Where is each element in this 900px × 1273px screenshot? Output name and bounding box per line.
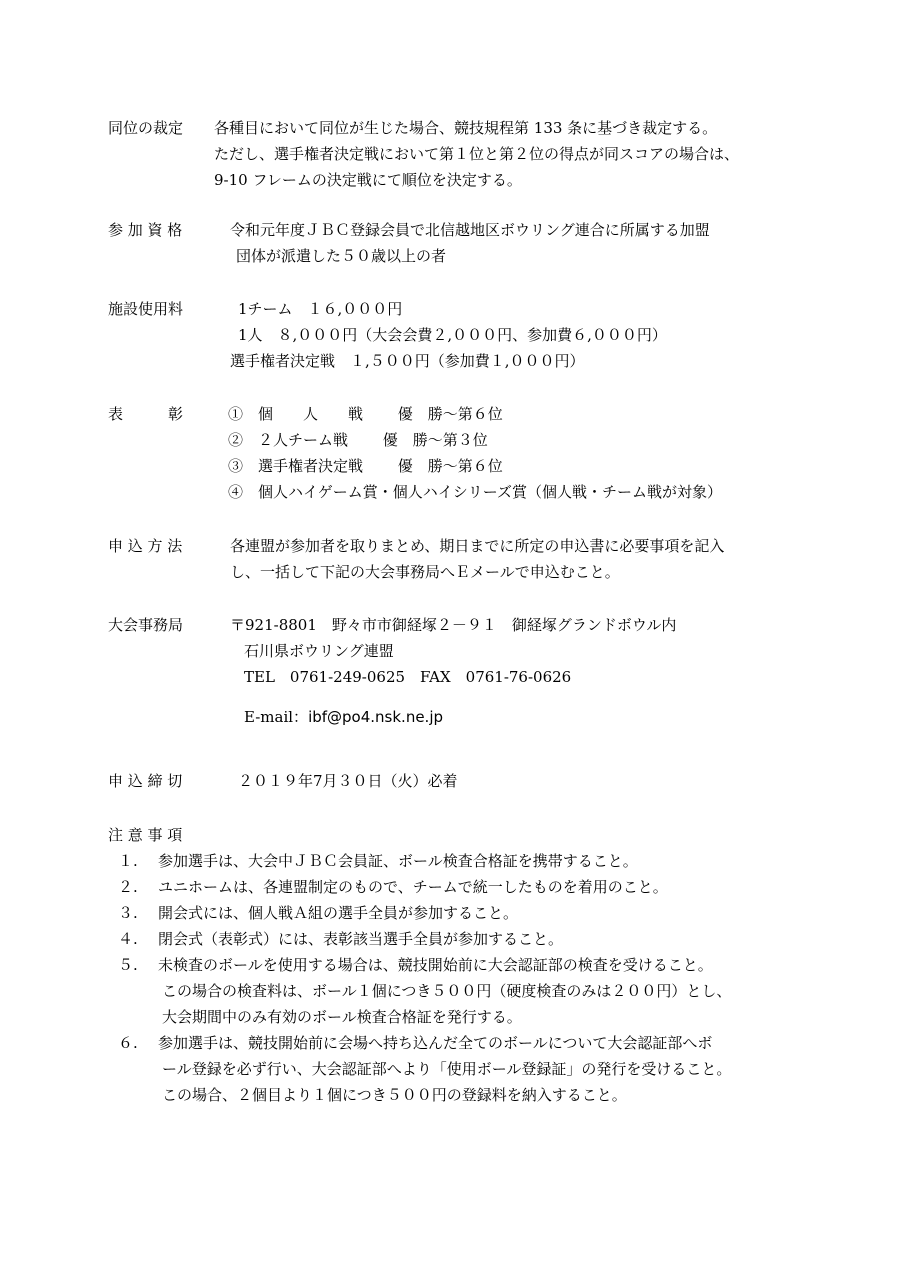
note-number: ４. (118, 930, 138, 948)
note-number: ５. (118, 956, 138, 974)
note-number: １. (118, 852, 138, 870)
application-line-2: し、一括して下記の大会事務局へＥメールで申込むこと。 (230, 563, 620, 581)
fees-line-championship: 選手権者決定戦 １,５００円（参加費１,０００円） (230, 352, 585, 370)
award-item-2: ② ２人チーム戦 優 勝～第３位 (228, 431, 488, 449)
office-organization: 石川県ボウリング連盟 (244, 642, 394, 660)
fees-line-individual: 1人 ８,０００円（大会会費２,０００円、参加費６,０００円） (238, 326, 667, 344)
note-number: ２. (118, 878, 138, 896)
award-item-1: ① 個 人 戦 優 勝～第６位 (228, 405, 503, 423)
note-text: 開会式には、個人戦Ａ組の選手全員が参加すること。 (158, 904, 519, 922)
deadline-value: ２０１９年7月３０日（火）必着 (238, 772, 458, 790)
tie-rule-line-1: 各種目において同位が生じた場合、競技規程第 133 条に基づき裁定する。 (214, 119, 718, 137)
note-text: 未検査のボールを使用する場合は、競技開始前に大会認証部の検査を受けること。 (158, 956, 713, 974)
note-number: ３. (118, 904, 138, 922)
office-tel-fax: TEL 0761-249-0625 FAX 0761-76-0626 (244, 668, 572, 686)
note-text: ユニホームは、各連盟制定のもので、チームで統一したものを着用のこと。 (158, 878, 668, 896)
eligibility-line-2: 団体が派遣した５０歳以上の者 (236, 247, 447, 265)
application-label: 申 込 方 法 (108, 537, 183, 555)
office-address: 〒921-8801 野々市市御経塚２－９１ 御経塚グランドボウル内 (230, 616, 677, 634)
award-item-4: ④ 個人ハイゲーム賞・個人ハイシリーズ賞（個人戦・チーム戦が対象） (228, 483, 722, 501)
note-text-continued: ール登録を必ず行い、大会認証部へより「使用ボール登録証」の発行を受けること。 (162, 1060, 732, 1078)
note-text: 参加選手は、競技開始前に会場へ持ち込んだ全てのボールについて大会認証部へボ (158, 1034, 713, 1052)
note-item (108, 926, 564, 952)
note-text-continued: この場合、２個目より１個につき５００円の登録料を納入すること。 (162, 1086, 627, 1104)
office-label: 大会事務局 (108, 616, 184, 634)
note-text: 参加選手は、大会中ＪＢＣ会員証、ボール検査合格証を携帯すること。 (158, 852, 638, 870)
fees-label: 施設使用料 (108, 300, 184, 318)
note-text-continued: この場合の検査料は、ボール１個につき５００円（硬度検査のみは２００円）とし、 (162, 982, 732, 1000)
application-line-1: 各連盟が参加者を取りまとめ、期日までに所定の申込書に必要事項を記入 (230, 537, 725, 555)
note-item (108, 1030, 732, 1108)
notes-section (108, 822, 732, 1108)
notes-heading: 注 意 事 項 (108, 826, 183, 844)
note-item (108, 848, 638, 874)
note-item (108, 874, 668, 900)
deadline-label: 申 込 締 切 (108, 772, 183, 790)
award-item-3: ③ 選手権者決定戦 優 勝～第６位 (228, 457, 503, 475)
tie-rule-line-2: ただし、選手権者決定戦において第１位と第２位の得点が同スコアの場合は、 (214, 145, 740, 163)
tie-rule-line-3: 9-10 フレームの決定戦にて順位を決定する。 (214, 171, 522, 189)
note-text-continued: 大会期間中のみ有効のボール検査合格証を発行する。 (162, 1008, 522, 1026)
eligibility-line-1: 令和元年度ＪＢＣ登録会員で北信越地区ボウリング連合に所属する加盟 (230, 221, 710, 239)
office-email-row (230, 704, 676, 730)
note-item (108, 900, 519, 926)
eligibility-label: 参 加 資 格 (108, 221, 183, 239)
fees-line-team: 1チーム １６,０００円 (238, 300, 403, 318)
email-label: E-mail： (244, 708, 309, 726)
email-address[interactable]: ibf@po4.nsk.ne.jp (308, 708, 444, 726)
awards-label: 表 彰 (108, 405, 184, 423)
note-item (108, 952, 732, 1030)
note-text: 閉会式（表彰式）には、表彰該当選手全員が参加すること。 (158, 930, 564, 948)
note-number: ６. (118, 1034, 138, 1052)
tie-rule-label: 同位の裁定 (108, 119, 184, 137)
